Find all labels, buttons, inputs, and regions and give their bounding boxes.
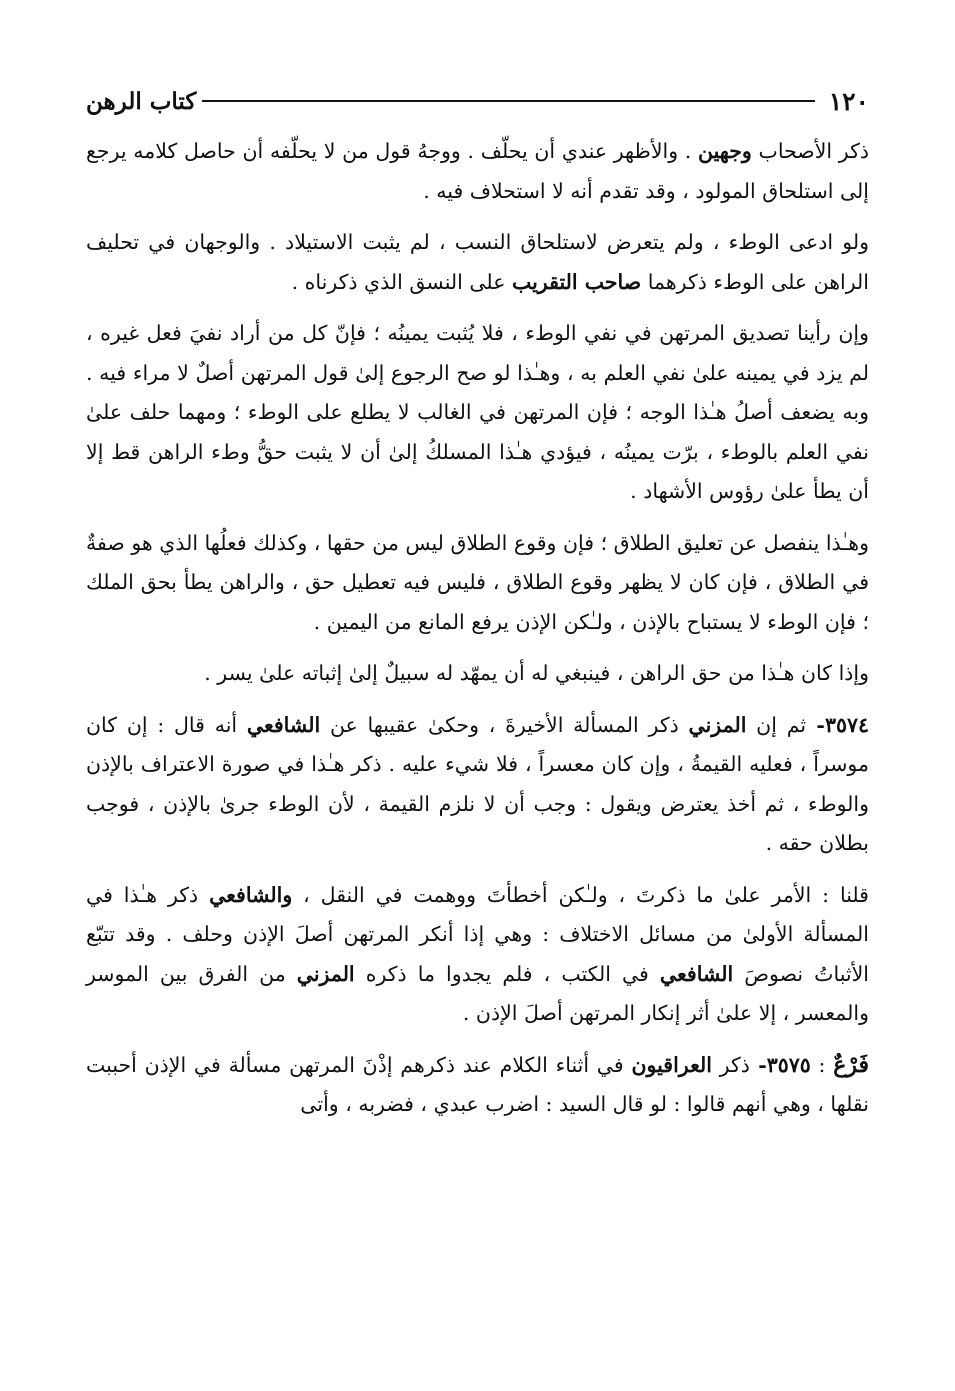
text-run: وإذا كان هـٰذا من حق الراهن ، فينبغي له أن يمهّد له سبيلٌ إلىٰ إثباته علىٰ يسر . [204, 661, 869, 685]
far-heading: فَرْعٌ [833, 1051, 869, 1078]
header-rule [202, 100, 814, 102]
text-run: على النسق الذي ذكرناه . [291, 269, 512, 294]
text-run: قلنا : الأمر علىٰ ما ذكرتَ ، ولـٰكن أخطأتَ ووهمت في النقل ، [292, 882, 869, 907]
bold-term: والشافعي [209, 882, 293, 907]
paragraph-3 [86, 314, 869, 512]
text-run: ذكر المسألة الأخيرةَ ، وحكىٰ عقيبها عن [320, 712, 689, 737]
bold-term: صاحب التقريب [511, 269, 642, 294]
paragraph-8 [86, 1046, 869, 1125]
text-run: ولو ادعى الوطء ، ولم يتعرض لاستلحاق النسب ، لم يثبت الاستيلاد . والوجهان في تحليف الراهن على الوطء ذكرهما [86, 230, 869, 294]
paragraph-5 [86, 654, 869, 694]
paragraph-4 [86, 524, 869, 643]
text-run: في أثناء الكلام عند ذكرهم إذْنَ المرتهن مسألة في الإذن أحببت نقلها ، وهي أنهم قالوا : لو قال السيد : اضرب عبدي ، فضربه ، وأتى [86, 1052, 869, 1116]
section-number: ٣٥٧٥- [749, 1052, 811, 1077]
bold-term: المزني [296, 961, 355, 986]
text-run: وإن رأينا تصديق المرتهن في نفي الوطء ، فلا يُثبت يمينُه ؛ فإنّ كل من أراد نفيَ فعل غيره ، لم يزد في يمينه علىٰ نفي العلم به ، وهـٰذا لو صح الرجوع إلىٰ قول المرتهن أصلٌ لا مراء فيه . وبه يضعف أصلُ هـٰذا الوجه ؛ فإن المرتهن في الغالب لا يطلع على الوطء ؛ ومهما حلف علىٰ نفي العلم بالوطء ، برّت يمينُه ، فيؤدي هـٰذا المسلكُ إلىٰ أن لا يثبت حقُّ وطء الراهن قط إلا أن يطأ علىٰ رؤوس الأشهاد . [86, 321, 869, 503]
bold-term: الشافعي [246, 712, 321, 737]
section-number: ٣٥٧٤- [806, 712, 869, 737]
text-run: ثم إن [746, 712, 807, 737]
paragraph-2 [86, 223, 869, 302]
text-run: ذكر الأصحاب [751, 139, 869, 163]
document-page [86, 78, 869, 1371]
bold-term: العراقيون [631, 1052, 712, 1077]
text-run: ذكر [711, 1052, 750, 1077]
text-run: أنه قال : إن كان موسراً ، فعليه القيمةُ ، وإن كان معسراً ، فلا شيء عليه . ذكر هـٰذا في صورة الاعتراف بالإذن والوطء ، ثم أخذ يعترض ويقول : وجب أن لا نلزم القيمة ، لأن الوطء جرىٰ بالإذن ، فوجب بطلان حقه . [86, 712, 869, 855]
text-run: : [810, 1052, 834, 1077]
paragraph-7 [86, 876, 869, 1034]
page-number: ١٢٠ [828, 86, 869, 116]
paragraph-6 [86, 706, 869, 864]
text-run: من الفرق بين الموسر والمعسر ، إلا علىٰ أثر إنكار المرتهن أصلَ الإذن . [86, 961, 869, 1025]
text-run: ذكر هـٰذا في المسألة الأولىٰ من مسائل الاختلاف : وهي إذا أنكر المرتهن أصلَ الإذن وحلف . وقد تتبّع الأثباتُ نصوصَ [86, 882, 869, 986]
page-header [86, 78, 869, 124]
text-run: . والأظهر عندي أن يحلّف . ووجهُ قول من لا يحلّفه أن حاصل كلامه يرجع إلى استلحاق المولود ، وقد تقدم أنه لا استحلاف فيه . [86, 139, 869, 203]
bold-term: الشافعي [659, 961, 734, 986]
book-title: كتاب الرهن [86, 87, 197, 115]
paragraph-1 [86, 132, 869, 211]
text-run: في الكتب ، فلم يجدوا ما ذكره [354, 961, 660, 986]
text-run: وهـٰذا ينفصل عن تعليق الطلاق ؛ فإن وقوع الطلاق ليس من حقها ، وكذلك فعلُها الذي هو صفةٌ في الطلاق ، فإن كان لا يظهر وقوع الطلاق ، فليس فيه تعطيل حق ، والراهن يطأ بحق الملك ؛ فإن الوطء لا يستباح بالإذن ، ولـٰكن الإذن يرفع المانع من اليمين . [86, 530, 869, 634]
bold-term: المزني [688, 712, 747, 737]
bold-term: وجهين [698, 139, 752, 163]
